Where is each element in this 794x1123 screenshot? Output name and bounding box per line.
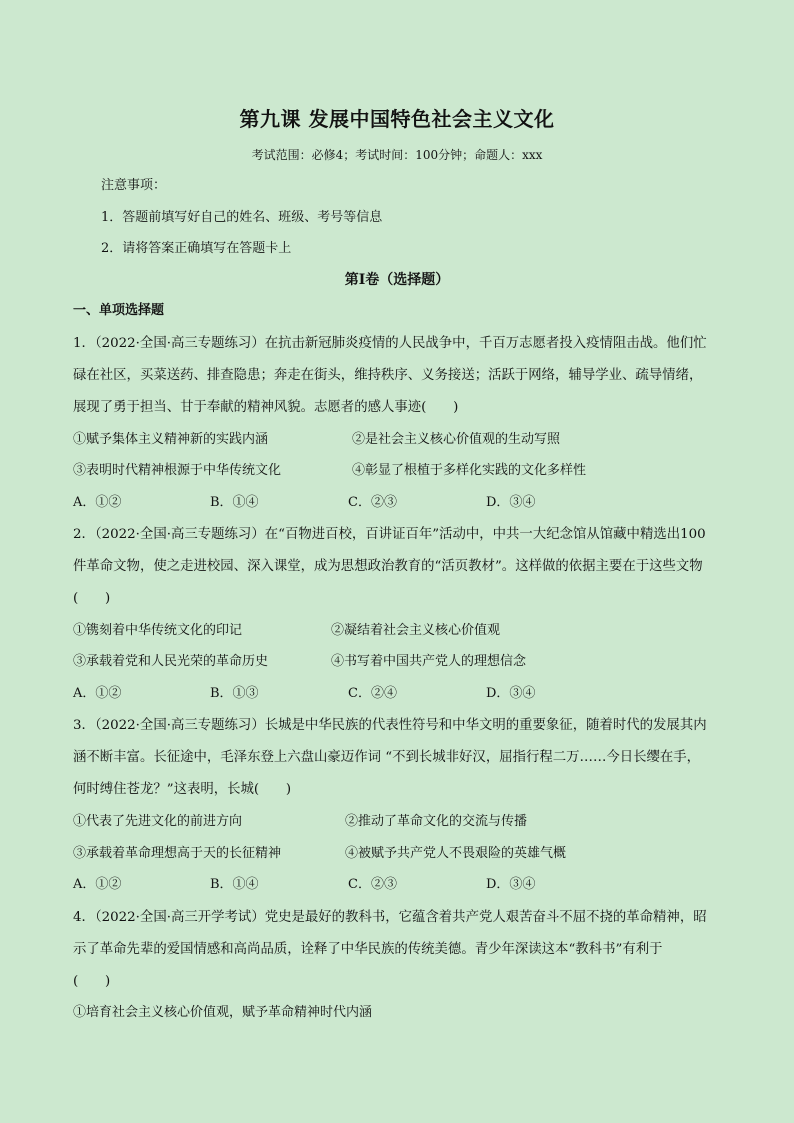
option: ②推动了革命文化的交流与传播 <box>345 814 528 829</box>
option: ④彰显了根植于多样化实践的文化多样性 <box>352 463 587 478</box>
option: ③承载着革命理想高于天的长征精神 <box>73 846 282 861</box>
choice-b: B．①③ <box>210 686 259 701</box>
option: ①赋予集体主义精神新的实践内涵 <box>73 432 269 447</box>
option: ④被赋予共产党人不畏艰险的英雄气概 <box>345 846 567 861</box>
option: ②凝结着社会主义核心价值观 <box>331 623 501 638</box>
choice-d: D．③④ <box>486 686 536 701</box>
option: ③承载着党和人民光荣的革命历史 <box>73 654 269 669</box>
choice-a: A．①② <box>73 495 122 510</box>
question-4-line: 示了革命先辈的爱国情感和高尚品质，诠释了中华民族的传统美德。青少年深读这本“教科书”有利于 <box>73 942 663 957</box>
option: ③表明时代精神根源于中华传统文化 <box>73 463 282 478</box>
notice-heading: 注意事项： <box>101 178 167 193</box>
question-2-line: ( ) <box>73 591 111 606</box>
question-3-line: 涵不断丰富。长征途中，毛泽东登上六盘山豪迈作词 “不到长城非好汉，屈指行程二万……今日长缨在手， <box>73 750 701 765</box>
choice-c: C．②④ <box>348 686 397 701</box>
notice-item: 1．答题前填写好自己的姓名、班级、考号等信息 <box>101 210 383 225</box>
question-3-line: 何时缚住苍龙？”这表明，长城( ) <box>73 782 292 797</box>
question-1-line: 展现了勇于担当、甘于奉献的精神风貌。志愿者的感人事迹( ) <box>73 400 459 415</box>
option: ④书写着中国共产党人的理想信念 <box>331 654 527 669</box>
page-title: 第九课 发展中国特色社会主义文化 <box>239 107 555 131</box>
choice-a: A．①② <box>73 877 122 892</box>
choice-d: D．③④ <box>486 877 536 892</box>
choice-a: A．①② <box>73 686 122 701</box>
question-1-line: 1．（2022·全国·高三专题练习）在抗击新冠肺炎疫情的人民战争中，千百万志愿者投入疫情阻击战。他们忙 <box>73 336 707 351</box>
choice-c: C．②③ <box>348 877 397 892</box>
volume-title: 第I卷（选择题） <box>344 272 450 288</box>
choice-d: D．③④ <box>486 495 536 510</box>
question-4-line: ( ) <box>73 974 111 989</box>
choice-c: C．②③ <box>348 495 397 510</box>
question-4-line: 4．（2022·全国·高三开学考试）党史是最好的教科书，它蕴含着共产党人艰苦奋斗不屈不挠的革命精神，昭 <box>73 910 707 925</box>
choice-b: B．①④ <box>210 877 259 892</box>
exam-info: 考试范围：必修4；考试时间：100分钟；命题人：xxx <box>251 148 543 162</box>
question-2-line: 2．（2022·全国·高三专题练习）在“百物进百校，百讲证百年”活动中，中共一大纪念馆从馆藏中精选出100 <box>73 527 706 542</box>
question-1-line: 碌在社区，买菜送药、排查隐患；奔走在街头，维持秩序、义务接送；活跃于网络，辅导学业、疏导情绪， <box>73 368 703 383</box>
notice-item: 2．请将答案正确填写在答题卡上 <box>101 241 292 256</box>
question-2-line: 件革命文物，使之走进校园、深入课堂，成为思想政治教育的“活页教材”。这样做的依据主要在于这些文物 <box>73 559 703 574</box>
option: ②是社会主义核心价值观的生动写照 <box>352 432 561 447</box>
part-title: 一、单项选择题 <box>73 303 165 318</box>
option: ①代表了先进文化的前进方向 <box>73 814 243 829</box>
question-3-line: 3．（2022·全国·高三专题练习）长城是中华民族的代表性符号和中华文明的重要象征，随着时代的发展其内 <box>73 718 707 733</box>
choice-b: B．①④ <box>210 495 259 510</box>
option: ①镌刻着中华传统文化的印记 <box>73 623 243 638</box>
option: ①培育社会主义核心价值观，赋予革命精神时代内涵 <box>73 1005 373 1020</box>
